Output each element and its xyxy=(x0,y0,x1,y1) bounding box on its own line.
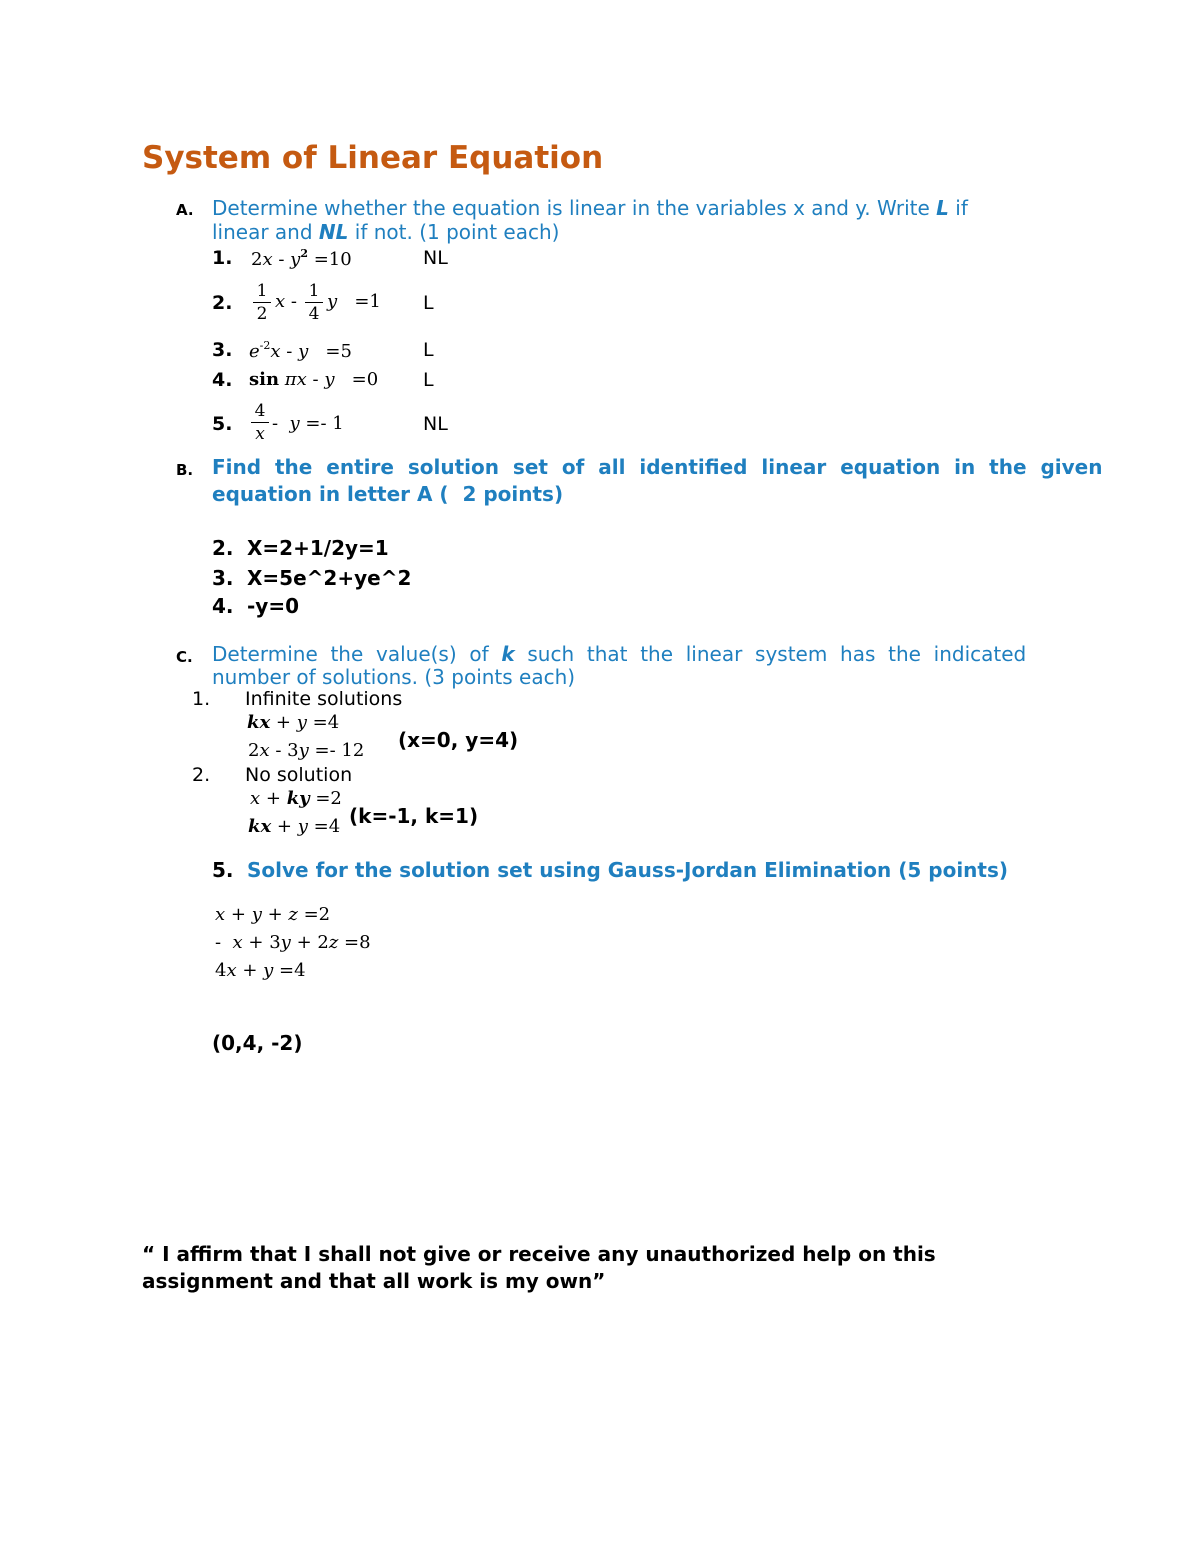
item-a1-answer: NL xyxy=(423,247,448,269)
item-a2-answer: L xyxy=(423,292,434,314)
section-5-instruction: Solve for the solution set using Gauss-Jordan Elimination (5 points) xyxy=(247,858,1009,882)
affirmation-line1: “ I affirm that I shall not give or receive any unauthorized help on this xyxy=(142,1242,936,1266)
item-a2-fraction-half: 1 2 xyxy=(253,280,271,325)
item-a4-answer: L xyxy=(423,369,434,391)
section-a-instruction-line1: Determine whether the equation is linear in the variables x and y. Write L if xyxy=(212,196,968,220)
item-a2-x-term: x - xyxy=(275,291,297,312)
page-title: System of Linear Equation xyxy=(142,140,604,176)
section-a-letter: A. xyxy=(176,201,194,219)
item-a1-equation: $2x - y^2 =10$ xyxy=(251,247,352,270)
item-c2-label: No solution xyxy=(245,764,353,786)
item-a2-number: 2. xyxy=(212,292,233,314)
item-a4-number: 4. xyxy=(212,369,233,391)
item-c2-answer: (k=-1, k=1) xyxy=(349,804,479,828)
section-c-letter: C. xyxy=(176,648,193,666)
item-a3-number: 3. xyxy=(212,339,233,361)
item-a3-answer: L xyxy=(423,339,434,361)
item-a5-fraction: 4 x xyxy=(251,400,269,445)
item-a5-rest: - y =- 1 xyxy=(272,413,344,434)
system-equation-1: x + y + z =2 xyxy=(215,904,331,925)
item-c2-number: 2. xyxy=(192,764,211,786)
section-5-answer: (0,4, -2) xyxy=(212,1031,303,1055)
section-c-instruction-line2: number of solutions. (3 points each) xyxy=(212,665,576,689)
item-c1-number: 1. xyxy=(192,688,211,710)
item-a5-number: 5. xyxy=(212,413,233,435)
section-b-instruction-line2: equation in letter A ( 2 points) xyxy=(212,482,564,506)
section-c-instruction-line1: Determine the value(s) of k such that the linear system has the indicated xyxy=(212,642,1027,666)
answer-b4-text: -y=0 xyxy=(247,594,300,618)
answer-b2-number: 2. xyxy=(212,536,234,560)
answer-b2-text: X=2+1/2y=1 xyxy=(247,536,389,560)
item-c1-label: Infinite solutions xyxy=(245,688,403,710)
answer-b3-number: 3. xyxy=(212,566,234,590)
system-equation-3: 4x + y =4 xyxy=(215,960,306,981)
item-a4-equation: sin πx - y =0 xyxy=(249,369,379,390)
item-c2-equation2: kx + y =4 xyxy=(248,816,341,837)
item-a5-answer: NL xyxy=(423,413,448,435)
system-equation-2: - x + 3y + 2z =8 xyxy=(215,932,371,953)
answer-b4-number: 4. xyxy=(212,594,234,618)
answer-b3-text: X=5e^2+ye^2 xyxy=(247,566,412,590)
item-c1-answer: (x=0, y=4) xyxy=(398,728,519,752)
item-a2-y-term: y =1 xyxy=(327,291,381,312)
section-b-letter: B. xyxy=(176,461,194,479)
section-b-instruction-line1: Find the entire solution set of all identified linear equation in the given xyxy=(212,455,1103,479)
item-c1-equation1: kx + y =4 xyxy=(247,712,340,733)
item-a1-number: 1. xyxy=(212,247,233,269)
item-a2-fraction-quarter: 1 4 xyxy=(305,280,323,325)
section-5-number: 5. xyxy=(212,858,234,882)
section-a-instruction-line2: linear and NL if not. (1 point each) xyxy=(212,220,560,244)
item-c2-equation1: x + ky =2 xyxy=(250,788,342,809)
item-c1-equation2: 2x - 3y =- 12 xyxy=(248,740,365,761)
item-a3-equation: $e^{-2}x - y =5$ xyxy=(249,339,352,362)
affirmation-line2: assignment and that all work is my own” xyxy=(142,1269,606,1293)
